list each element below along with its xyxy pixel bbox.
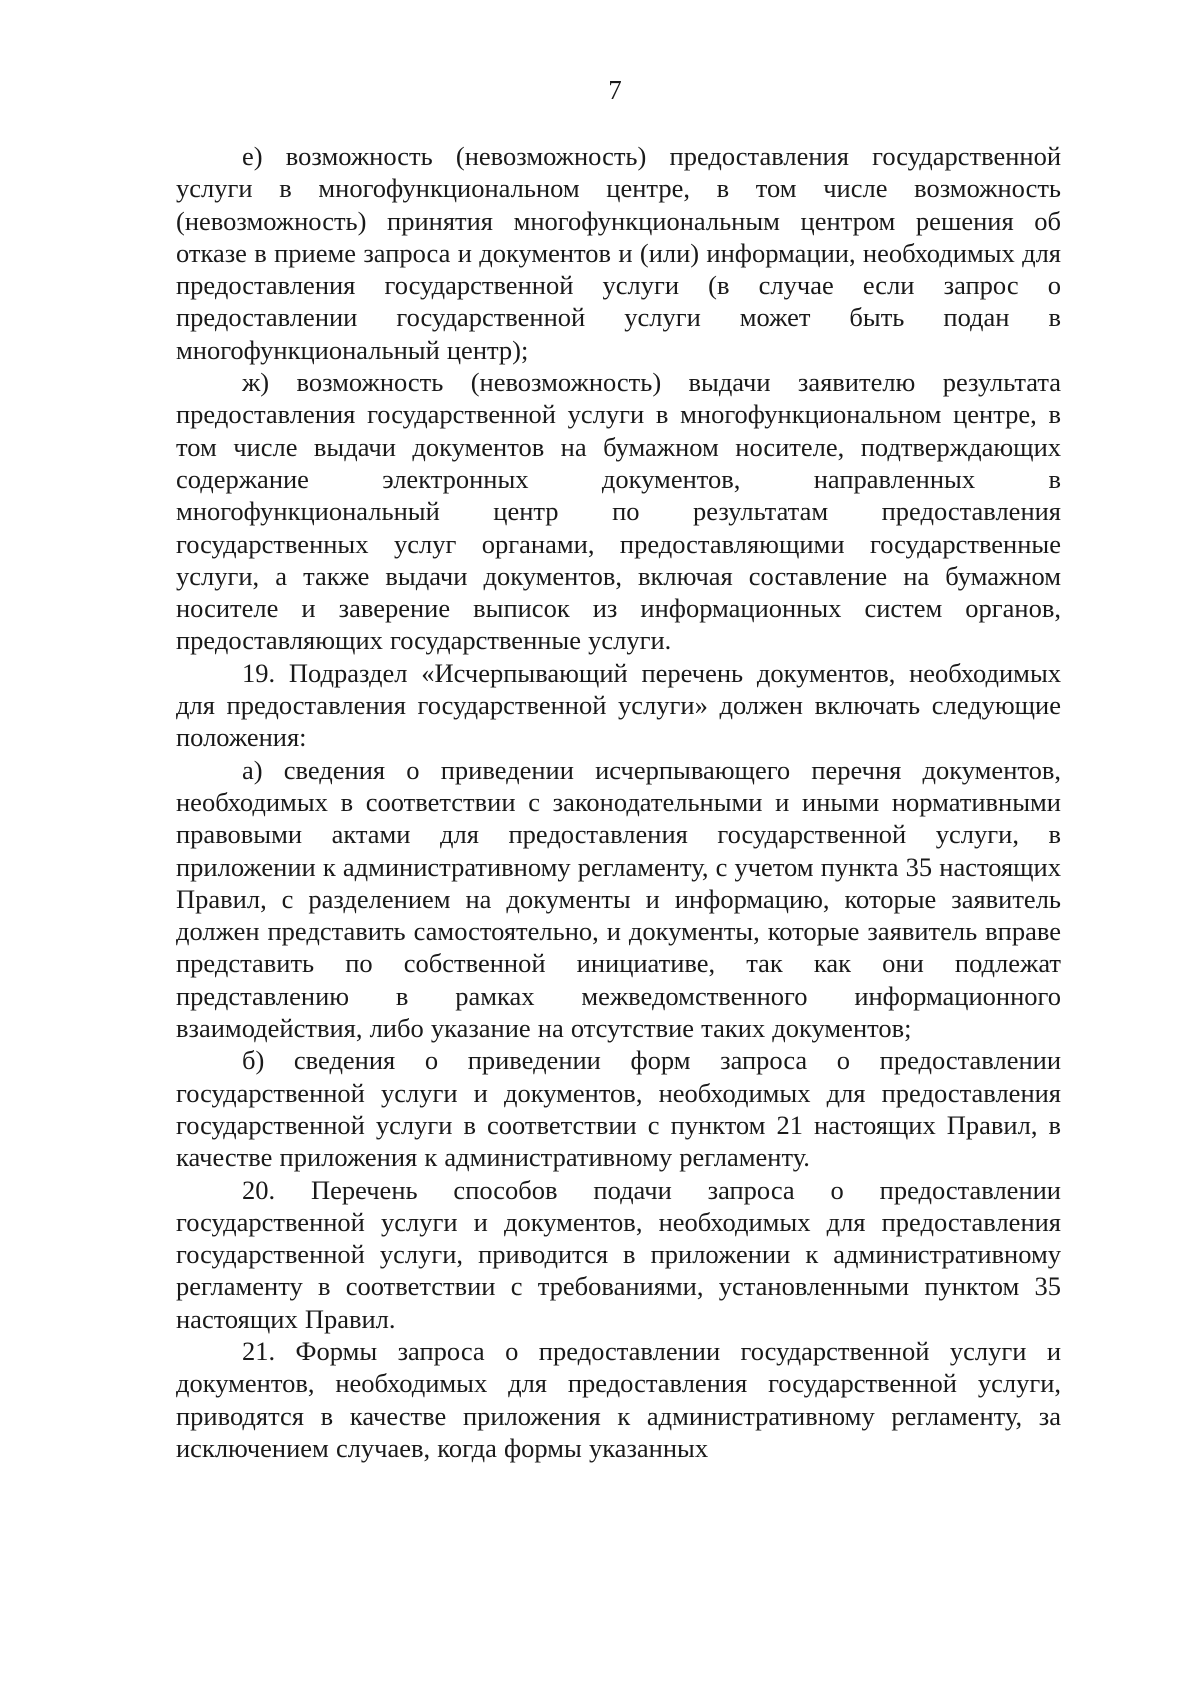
paragraph-21: 21. Формы запроса о предоставлении государственной услуги и документов, необходимых для предоставления государственной услуги, приводятся в качестве приложения к административному регламенту, за исключением случаев, когда формы указанных — [176, 1335, 1061, 1463]
paragraph-a: а) сведения о приведении исчерпывающего перечня документов, необходимых в соответствии с законодательными и иными нормативными правовыми актами для предоставления государственной услуги, в приложении к административному регламенту, с учетом пункта 35 настоящих Правил, с разделением на документы и информацию, которые заявитель должен представить самостоятельно, и документы, которые заявитель вправе представить по собственной инициативе, так как они подлежат представлению в рамках межведомственного информационного взаимодействия, либо указание на отсутствие таких документов; — [176, 754, 1061, 1044]
paragraph-zh: ж) возможность (невозможность) выдачи заявителю результата предоставления государственной услуги в многофункциональном центре, в том числе выдачи документов на бумажном носителе, подтверждающих содержание электронных документов, направленных в многофункциональный центр по результатам предоставления государственных услуг органами, предоставляющими государственные услуги, а также выдачи документов, включая составление на бумажном носителе и заверение выписок из информационных систем органов, предоставляющих государственные услуги. — [176, 367, 1061, 656]
page-number: 7 — [608, 75, 622, 105]
paragraph-e: е) возможность (невозможность) предоставления государственной услуги в многофункциональном центре, в том числе возможность (невозможность) принятия многофункциональным центром решения об отказе в приеме запроса и документов и (или) информации, необходимых для предоставления государственной услуги (в случае если запрос о предоставлении государственной услуги может быть подан в многофункциональный центр); — [176, 141, 1061, 365]
document-body — [176, 140, 1061, 1464]
paragraph-20: 20. Перечень способов подачи запроса о предоставлении государственной услуги и документов, необходимых для предоставления государственной услуги, приводится в приложении к административному регламенту в соответствии с требованиями, установленными пунктом 35 настоящих Правил. — [176, 1174, 1061, 1334]
paragraph-b: б) сведения о приведении форм запроса о предоставлении государственной услуги и документов, необходимых для предоставления государственной услуги в соответствии с пунктом 21 настоящих Правил, в качестве приложения к административному регламенту. — [176, 1045, 1061, 1173]
paragraph-19: 19. Подраздел «Исчерпывающий перечень документов, необходимых для предоставления государственной услуги» должен включать следующие положения: — [176, 657, 1061, 753]
